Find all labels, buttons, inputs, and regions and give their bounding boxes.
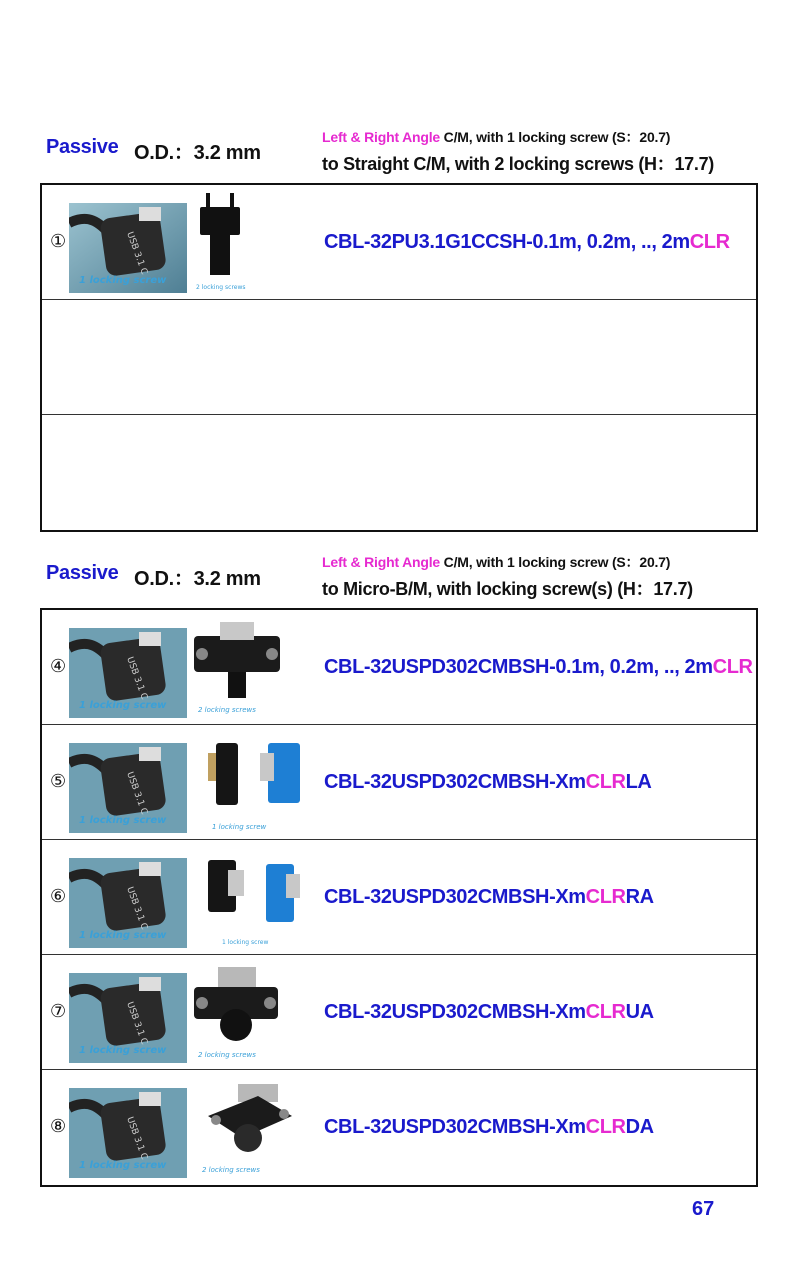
passive-label: Passive — [46, 136, 119, 158]
passive-label: Passive — [46, 562, 119, 584]
conn-caption: 1 locking screw — [222, 939, 269, 946]
conn-caption: 2 locking screws — [196, 284, 246, 291]
spec-line-1 — [322, 552, 670, 572]
usb-c-connector-photo — [69, 973, 187, 1063]
table-row — [42, 185, 756, 300]
row-number: ⑧ — [50, 1116, 67, 1137]
svg-text:USB 3.1 C: USB 3.1 C — [124, 885, 149, 932]
section-1-header — [0, 122, 800, 182]
table-row — [42, 610, 756, 725]
part-number: CBL-32USPD302CMBSH-0.1m, 0.2m, .., 2mCLR — [324, 656, 753, 678]
left-angle-micro-b-photo — [202, 739, 312, 833]
part-number: CBL-32USPD302CMBSH-XmCLRRA — [324, 886, 654, 908]
thumb-caption: 1 locking screw — [79, 1160, 167, 1171]
micro-b-connector-photo — [192, 618, 282, 718]
row-number: ⑤ — [50, 771, 67, 792]
thumb-caption: 1 locking screw — [79, 815, 167, 826]
table-row — [42, 1070, 756, 1185]
table-row — [42, 415, 756, 530]
usb-c-connector-photo — [69, 743, 187, 833]
conn-caption: 1 locking screw — [212, 823, 267, 831]
straight-c-connector-photo — [192, 193, 262, 293]
spec-line-2: to Straight C/M, with 2 locking screws (H：17.7) — [322, 154, 714, 174]
spec-line-2: to Micro-B/M, with locking screw(s) (H：17.7) — [322, 579, 693, 599]
section-2-header — [0, 548, 800, 608]
up-angle-micro-b-photo — [192, 963, 282, 1063]
thumb-caption: 1 locking screw — [79, 700, 167, 711]
spec-line-1 — [322, 127, 670, 147]
thumb-caption: 1 locking screw — [79, 1045, 167, 1056]
page-number: 67 — [692, 1198, 715, 1220]
usb-c-connector-photo — [69, 628, 187, 718]
table-row — [42, 840, 756, 955]
section-1-table — [40, 183, 758, 532]
svg-text:USB 3.1 C: USB 3.1 C — [124, 655, 149, 702]
usb-c-connector-photo — [69, 1088, 187, 1178]
part-number: CBL-32PU3.1G1CCSH-0.1m, 0.2m, .., 2mCLR — [324, 231, 730, 253]
svg-text:USB 3.1 C: USB 3.1 C — [124, 1115, 149, 1162]
angle-label: Left & Right Angle — [322, 554, 440, 570]
svg-text:USB 3.1 C: USB 3.1 C — [124, 770, 149, 817]
conn-caption: 2 locking screws — [202, 1166, 260, 1174]
table-row — [42, 955, 756, 1070]
right-angle-micro-b-photo — [200, 854, 310, 948]
conn-caption: 2 locking screws — [198, 1051, 256, 1059]
od-label: O.D.：3.2 mm — [134, 142, 261, 164]
thumb-usb-text: USB 3.1 C — [124, 230, 149, 277]
row-number: ① — [50, 231, 67, 252]
part-number: CBL-32USPD302CMBSH-XmCLRUA — [324, 1001, 654, 1023]
row-number: ⑥ — [50, 886, 67, 907]
thumb-caption: 1 locking screw — [79, 930, 167, 941]
row-number: ⑦ — [50, 1001, 67, 1022]
row-number: ④ — [50, 656, 67, 677]
usb-c-connector-photo — [69, 203, 187, 293]
od-label: O.D.：3.2 mm — [134, 568, 261, 590]
spec-line-1-rest: C/M, with 1 locking screw (S：20.7) — [439, 129, 671, 145]
table-row — [42, 300, 756, 415]
thumb-caption: 1 locking screw — [79, 275, 167, 286]
spec-line-1-rest: C/M, with 1 locking screw (S：20.7) — [439, 554, 671, 570]
angle-label: Left & Right Angle — [322, 129, 440, 145]
usb-c-connector-photo — [69, 858, 187, 948]
down-angle-micro-b-photo — [198, 1080, 298, 1178]
part-number: CBL-32USPD302CMBSH-XmCLRLA — [324, 771, 652, 793]
table-row — [42, 725, 756, 840]
part-number: CBL-32USPD302CMBSH-XmCLRDA — [324, 1116, 654, 1138]
conn-caption: 2 locking screws — [198, 706, 256, 714]
svg-text:USB 3.1 C: USB 3.1 C — [124, 1000, 149, 1047]
section-2-table — [40, 608, 758, 1187]
